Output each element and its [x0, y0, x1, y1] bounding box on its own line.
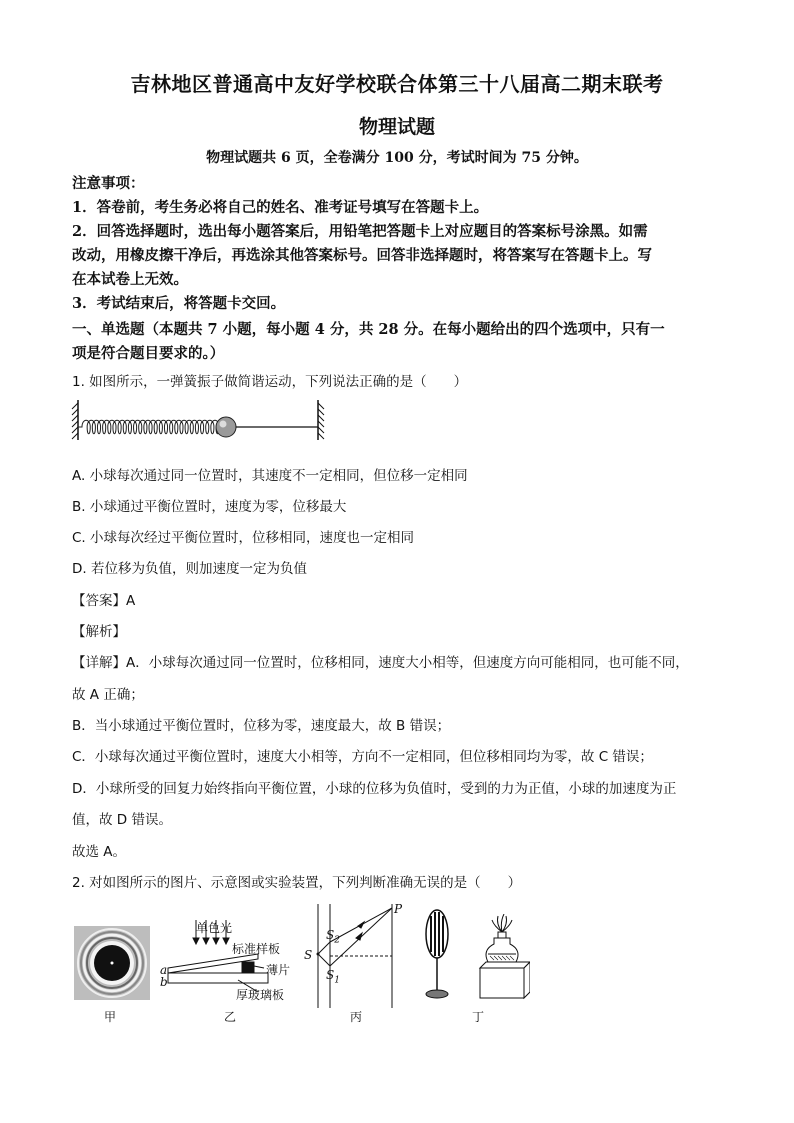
figure-bing-double-slit [306, 902, 402, 1010]
label-b: b [160, 975, 168, 989]
q1-answer: 【答案】A [72, 593, 136, 609]
q1-detail-3: B．当小球通过平衡位置时，位移为零，速度最大，故 B 错误； [72, 718, 451, 734]
section-heading-line-1: 一、单选题（本题共 7 小题，每小题 4 分，共 28 分。在每小题给出的四个选项中，只有一 [72, 321, 665, 338]
left-wall [72, 400, 78, 440]
spring-coil [78, 420, 219, 434]
q1-analysis-label: 【解析】 [72, 624, 126, 640]
note-3: 3．考试结束后，将答题卡交回。 [72, 295, 286, 312]
exam-subject: 物理试题 [358, 116, 435, 138]
caption-yi: 乙 [224, 1010, 237, 1024]
label-S: S [304, 948, 313, 962]
q2-stem: 2. 对如图所示的图片、示意图或实验装置，下列判断准确无误的是（ ） [72, 875, 522, 891]
right-wall [318, 400, 324, 440]
caption-ding: 丁 [472, 1010, 485, 1024]
label-monochromatic-light: 单色光 [196, 921, 233, 935]
exam-title: 吉林地区普通高中友好学校联合体第三十八届高二期末联考 [130, 72, 664, 96]
q1-stem: 1. 如图所示，一弹簧振子做简谐运动，下列说法正确的是（ ） [72, 374, 468, 390]
label-S1: $S_1$ [326, 968, 340, 986]
note-2-line-2: 改动，用橡皮擦干净后，再选涂其他答案标号。回答非选择题时，将答案写在答题卡上。写 [72, 247, 652, 264]
label-P: P [394, 902, 403, 916]
note-2-line-3: 在本试卷上无效。 [72, 271, 188, 288]
exam-info: 物理试题共 6 页，全卷满分 100 分，考试时间为 75 分钟。 [206, 150, 588, 166]
label-a: a [160, 963, 168, 977]
caption-jia: 甲 [104, 1010, 117, 1024]
label-thin-sheet: 薄片 [266, 963, 291, 977]
section-heading-line-2: 项是符合题目要求的。） [72, 345, 225, 362]
q1-detail-2: 故 A 正确； [72, 687, 144, 703]
label-thick-glass: 厚玻璃板 [236, 988, 285, 1002]
note-1: 1．答卷前，考生务必将自己的姓名、准考证号填写在答题卡上。 [72, 199, 489, 216]
spring-oscillator-figure [70, 398, 330, 442]
ball [216, 417, 236, 437]
q1-option-d: D. 若位移为负值，则加速度一定为负值 [72, 561, 307, 577]
q1-option-c: C. 小球每次经过平衡位置时，位移相同，速度也一定相同 [72, 530, 415, 546]
label-S2: $S_2$ [326, 928, 340, 946]
figure-soap-film-stand [422, 908, 452, 1000]
note-2-line-1: 2．回答选择题时，选出每小题答案后，用铅笔把答题卡上对应题目的答案标号涂黑。如需 [72, 223, 648, 240]
q1-detail-1: 【详解】A．小球每次通过同一位置时，位移相同，速度大小相等，但速度方向可能相同，也可能不同， [72, 655, 689, 671]
notes-heading: 注意事项： [72, 175, 145, 192]
figure-ding-lamp [474, 914, 530, 1000]
q1-detail-5: D．小球所受的回复力始终指向平衡位置，小球的位移为负值时，受到的力为正值，小球的加速度为正 [72, 781, 677, 797]
caption-bing: 丙 [350, 1010, 363, 1024]
q1-option-a: A. 小球每次通过同一位置时，其速度不一定相同，但位移一定相同 [72, 468, 468, 484]
q1-detail-6: 值，故 D 错误。 [72, 812, 172, 828]
q1-option-b: B. 小球通过平衡位置时，速度为零，位移最大 [72, 499, 347, 515]
q1-detail-4: C．小球每次通过平衡位置时，速度大小相等，方向不一定相同，但位移相同均为零，故 C 错误； [72, 749, 653, 765]
q1-conclusion: 故选 A。 [72, 844, 127, 860]
label-standard-plate: 标准样板 [232, 942, 281, 956]
figure-jia-rings [74, 926, 150, 1000]
